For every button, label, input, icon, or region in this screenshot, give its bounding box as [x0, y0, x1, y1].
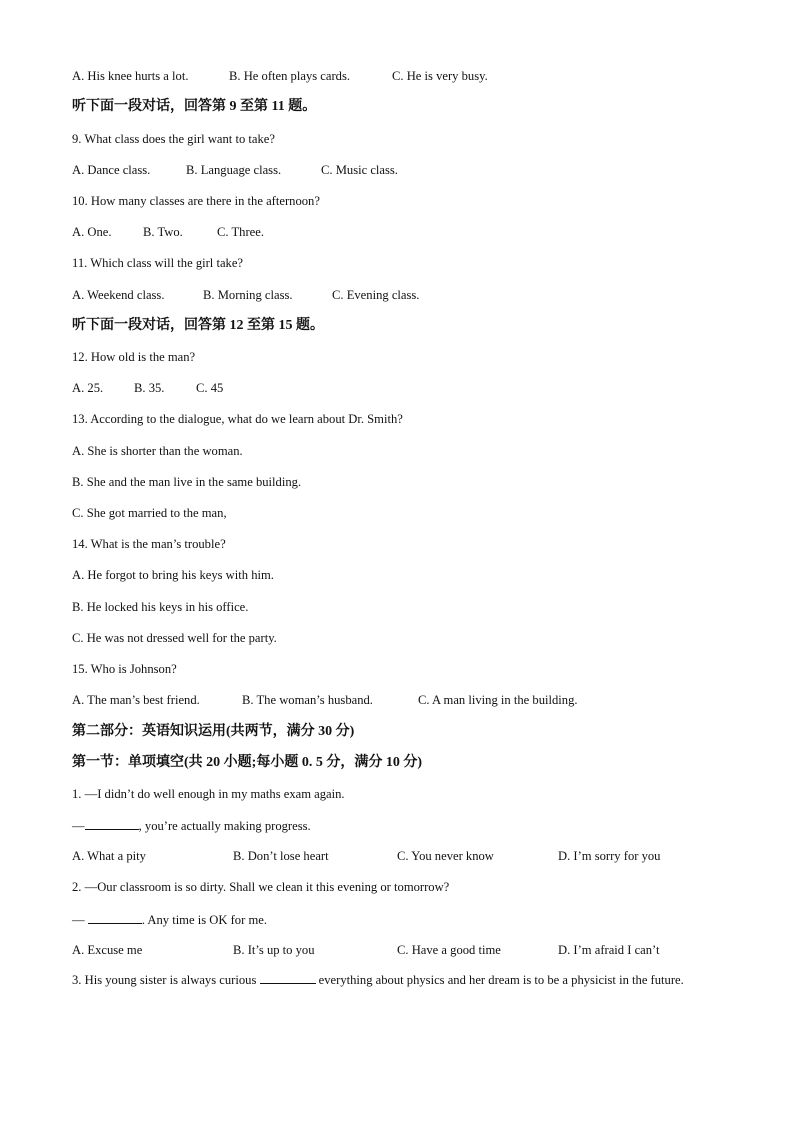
q13-option-c: C. She got married to the man, [72, 506, 227, 520]
fill1-line1: 1. —I didn’t do well enough in my maths exam again. [72, 787, 345, 801]
fill1-line2-text: , you’re actually making progress. [138, 819, 311, 833]
q14-option-a: A. He forgot to bring his keys with him. [72, 568, 274, 582]
q11-option-b: B. Morning class. [203, 288, 293, 302]
q15-option-c: C. A man living in the building. [418, 693, 578, 707]
section-heading-12-15: 听下面一段对话，回答第 12 至第 15 题。 [72, 318, 324, 333]
q12-option-b: B. 35. [134, 381, 165, 395]
q11-option-a: A. Weekend class. [72, 288, 165, 302]
q12-question: 12. How old is the man? [72, 350, 196, 364]
q12-option-a: A. 25. [72, 381, 104, 395]
q15-question: 15. Who is Johnson? [72, 662, 177, 676]
fill3-blank [260, 971, 316, 984]
q8-option-c: C. He is very busy. [392, 69, 488, 83]
q14-question: 14. What is the man’s trouble? [72, 537, 226, 551]
fill1-option-d: D. I’m sorry for you [558, 849, 661, 863]
q9-option-a: A. Dance class. [72, 163, 151, 177]
fill2-option-b: B. It’s up to you [233, 943, 315, 957]
fill2-option-c: C. Have a good time [397, 943, 501, 957]
fill1-option-b: B. Don’t lose heart [233, 849, 329, 863]
q14-option-c: C. He was not dressed well for the party. [72, 631, 277, 645]
q13-question: 13. According to the dialogue, what do we learn about Dr. Smith? [72, 412, 403, 426]
fill1-option-c: C. You never know [397, 849, 494, 863]
q12-option-c: C. 45 [196, 381, 224, 395]
q11-option-c: C. Evening class. [332, 288, 420, 302]
q10-option-c: C. Three. [217, 225, 264, 239]
fill1-line2 [72, 817, 311, 834]
q9-question: 9. What class does the girl want to take? [72, 132, 275, 146]
fill3-question [72, 965, 712, 996]
fill2-blank [88, 911, 142, 924]
fill2-line1: 2. —Our classroom is so dirty. Shall we clean it this evening or tomorrow? [72, 880, 450, 894]
fill2-dash: — [72, 913, 88, 927]
fill3-text-start: 3. His young sister is always curious [72, 973, 260, 987]
q13-option-a: A. She is shorter than the woman. [72, 444, 243, 458]
q9-option-c: C. Music class. [321, 163, 398, 177]
fill2-line2 [72, 911, 267, 928]
q9-option-b: B. Language class. [186, 163, 282, 177]
q10-question: 10. How many classes are there in the afternoon? [72, 194, 320, 208]
section1-heading: 第一节：单项填空(共 20 小题;每小题 0. 5 分，满分 10 分) [72, 755, 422, 770]
q11-question: 11. Which class will the girl take? [72, 256, 244, 270]
q14-option-b: B. He locked his keys in his office. [72, 600, 249, 614]
q15-option-a: A. The man’s best friend. [72, 693, 200, 707]
q10-option-b: B. Two. [143, 225, 183, 239]
fill2-line2-text: . Any time is OK for me. [141, 913, 267, 927]
q8-option-a: A. His knee hurts a lot. [72, 69, 189, 83]
fill1-dash: — [72, 819, 85, 833]
q13-option-b: B. She and the man live in the same building. [72, 475, 302, 489]
fill3-text-end: everything about physics and her dream is to be a physicist in the future. [315, 973, 684, 987]
fill1-blank [85, 817, 139, 830]
q8-option-b: B. He often plays cards. [229, 69, 351, 83]
fill1-option-a: A. What a pity [72, 849, 146, 863]
section-heading-9-11: 听下面一段对话，回答第 9 至第 11 题。 [72, 99, 317, 114]
fill2-option-d: D. I’m afraid I can’t [558, 943, 660, 957]
fill2-option-a: A. Excuse me [72, 943, 143, 957]
q15-option-b: B. The woman’s husband. [242, 693, 373, 707]
q10-option-a: A. One. [72, 225, 112, 239]
part2-heading: 第二部分：英语知识运用(共两节，满分 30 分) [72, 724, 355, 739]
